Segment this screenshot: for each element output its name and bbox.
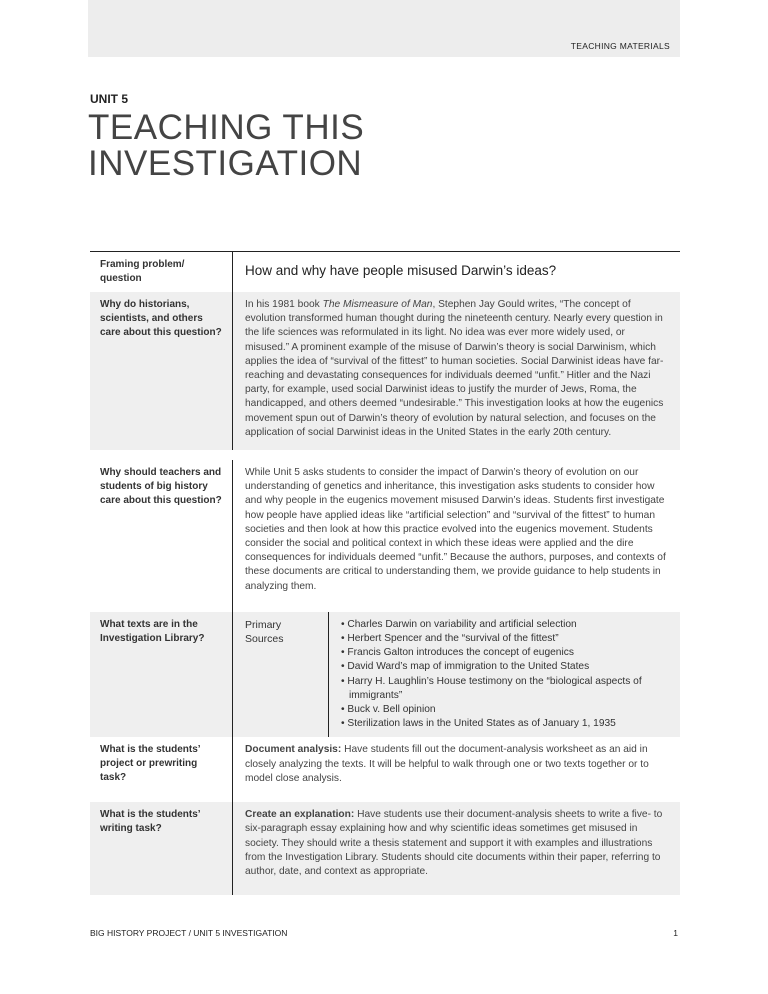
lead: Document analysis:: [245, 744, 342, 756]
row-writing: [90, 802, 680, 895]
title-line: TEACHING THIS: [88, 108, 365, 147]
source-list: [329, 612, 680, 738]
list-item: • Sterilization laws in the United States as of January 1, 1935: [341, 718, 616, 730]
teaching-table: [90, 251, 680, 895]
row-texts: [90, 612, 680, 738]
text: , Stephen Jay Gould writes, “The concept of evolution transformed human thought during the nineteenth century. Nearly every question in the life sciences was reformulated in its light. No idea was ever more widely used, or misused.” A prominent example of the misuse of Darwin’s theory is social Darwinism, which applies the idea of “survival of the fittest” to human societies. Social Darwinist ideas have far-reaching and devastating consequences for individuals deemed “unfit.” Hitler and the Nazi party, for example, used social Darwinist ideas to justify the murder of Jews, Roma, the handicapped, and others deemed “undesirable.” This investigation looks at how the eugenics movement spun out of Darwin’s theory of evolution by natural selection, and focuses on the application of social Darwinist ideas in the United States in the early 20th century.: [245, 299, 664, 438]
list-item: • David Ward’s map of immigration to the United States: [341, 661, 590, 673]
header-label: TEACHING MATERIALS: [570, 41, 670, 51]
row-text: [233, 802, 680, 895]
framing-question: How and why have people misused Darwin’s ideas?: [245, 263, 557, 278]
row-why-teachers: [90, 450, 680, 612]
sources: [233, 612, 680, 738]
source-type: Primary Sources: [233, 612, 329, 738]
row-text: [233, 292, 680, 450]
row-label: Why should teachers and students of big history care about this question?: [90, 460, 233, 612]
row-why-care: [90, 292, 680, 450]
page-number: 1: [673, 928, 678, 938]
footer-label: BIG HISTORY PROJECT / UNIT 5 INVESTIGATION: [90, 928, 288, 938]
row-text: While Unit 5 asks students to consider the impact of Darwin’s theory of evolution on our understanding of genetics and inheritance, this investigation asks students to consider how and why people in the eugenics movement misused Darwin’s ideas. Students first investigate how people have applied ideas like “artificial selection” and “survival of the fittest” to human societies and then look at how this practice evolved into the eugenics movement. Students consider the social and political context in which these ideas were applied and the dire consequences for individuals deemed “unfit.” Because the authors, purposes, and contexts of these documents are critical to understanding them, we provide guidance to help students in analyzing them.: [245, 467, 666, 592]
text: In his 1981 book: [245, 299, 323, 310]
text: Have students use their document-analysis sheets to write a five- to six-paragraph essay explaining how and why scientific ideas sometimes get misused in society. They should write a thesis statement and support it with examples and illustrations from the Investigation Library. Students should cite documents within their paper, referring to author, date, and context as appropriate.: [245, 809, 663, 877]
text: Have students fill out the document-analysis worksheet as an aid in closely analyzing the texts. It will be helpful to walk through one or two texts together or to model close analysis.: [245, 744, 649, 784]
book-title: The Mismeasure of Man: [322, 299, 433, 310]
title-line: INVESTIGATION: [88, 144, 363, 183]
row-label: What is the students’ writing task?: [90, 802, 233, 895]
row-label: Why do historians, scientists, and others care about this question?: [90, 292, 233, 450]
row-label: Framing problem/ question: [90, 252, 233, 292]
list-item: • Harry H. Laughlin’s House testimony on the “biological aspects of immigrants”: [341, 675, 642, 701]
row-label: What is the students’ project or prewriting task?: [90, 737, 233, 802]
row-framing: [90, 252, 680, 292]
list-item: • Charles Darwin on variability and artificial selection: [341, 618, 577, 630]
list-item: • Francis Galton introduces the concept of eugenics: [341, 647, 574, 659]
row-project: [90, 737, 680, 802]
page-title: [88, 110, 364, 182]
list-item: • Herbert Spencer and the “survival of the fittest”: [341, 633, 559, 645]
unit-label: UNIT 5: [90, 92, 129, 106]
row-label: What texts are in the Investigation Library?: [90, 612, 233, 738]
list-item: • Buck v. Bell opinion: [341, 704, 436, 716]
lead: Create an explanation:: [245, 809, 355, 821]
row-text: [233, 737, 680, 802]
